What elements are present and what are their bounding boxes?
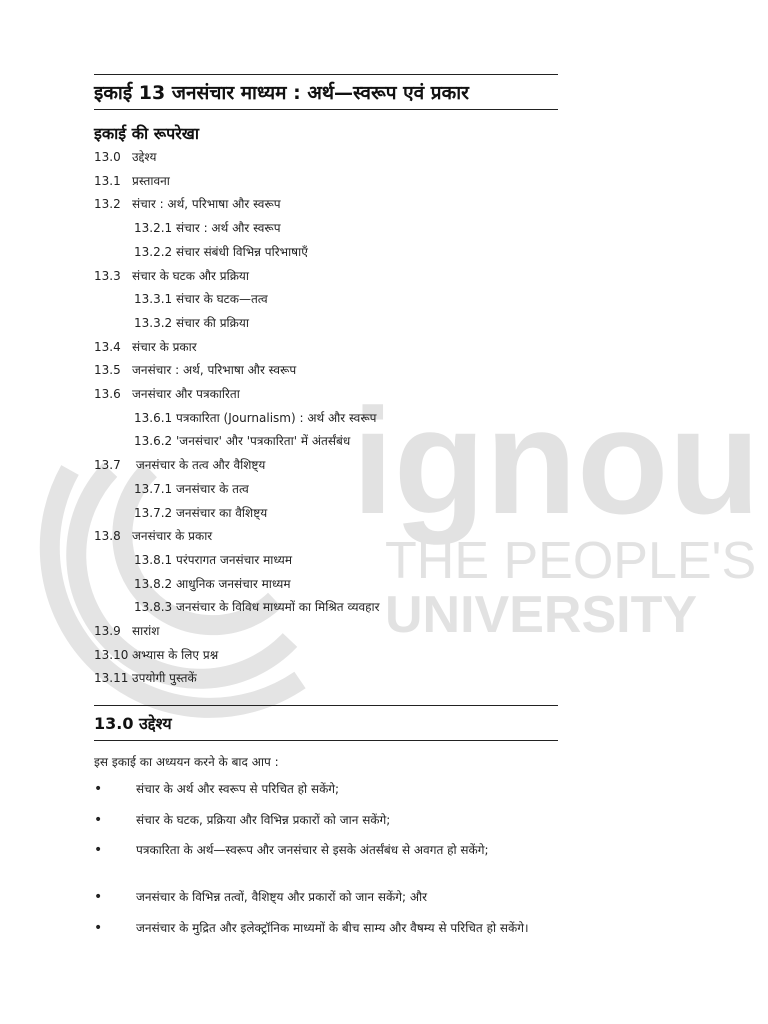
objective-text: संचार के घटक, प्रक्रिया और विभिन्न प्रकारों को जान सकेंगे; — [136, 813, 391, 827]
toc-entry-label: जनसंचार : अर्थ, परिभाषा और स्वरूप — [132, 363, 297, 378]
toc-entry — [134, 219, 281, 236]
toc-entry-number: 13.8.3 — [134, 600, 173, 615]
toc-entry-number: 13.3.1 — [134, 292, 173, 307]
bullet-icon: • — [94, 920, 103, 936]
unit-title: इकाई 13 जनसंचार माध्यम : अर्थ—स्वरूप एवं प्रकार — [94, 74, 558, 110]
watermark-line1: THE PEOPLE'S — [385, 532, 757, 590]
objective-text: जनसंचार के विभिन्न तत्वों, वैशिष्ट्य और प्रकारों को जान सकेंगे; और — [136, 890, 428, 904]
toc-entry-label: जनसंचार और पत्रकारिता — [132, 387, 240, 401]
toc-entry-number: 13.6.1 — [134, 410, 173, 425]
bullet-icon: • — [94, 781, 103, 797]
toc-entry — [94, 338, 197, 355]
toc-entry — [94, 195, 281, 212]
objective-text: जनसंचार के मुद्रित और इलेक्ट्रॉनिक माध्यमों के बीच साम्य और वैषम्य से परिचित हो सकेंगे। — [136, 921, 529, 935]
bullet-icon: • — [94, 842, 103, 858]
toc-entry — [134, 314, 249, 331]
toc-entry-number: 13.10 — [94, 647, 129, 662]
toc-entry-label: संचार की प्रक्रिया — [176, 315, 249, 330]
section-intro: इस इकाई का अध्ययन करने के बाद आप : — [94, 755, 279, 769]
toc-entry — [94, 646, 218, 663]
toc-entry-label: जनसंचार के तत्व — [176, 481, 249, 496]
toc-entry-number: 13.6.2 — [134, 434, 173, 449]
bullet-icon: • — [94, 812, 103, 828]
toc-entry-label: सारांश — [132, 624, 160, 638]
toc-entry-label: जनसंचार का वैशिष्ट्य — [176, 505, 268, 520]
toc-entry — [134, 243, 308, 260]
toc-entry-label: उपयोगी पुस्तकें — [132, 671, 197, 686]
toc-entry-number: 13.7 — [94, 458, 121, 473]
toc-entry-label: संचार : अर्थ और स्वरूप — [176, 221, 281, 236]
toc-entry-label: जनसंचार के प्रकार — [132, 529, 213, 544]
toc-entry-number: 13.0 — [94, 150, 121, 164]
toc-entry-number: 13.3 — [94, 268, 121, 283]
toc-entry-label: संचार के घटक—तत्व — [176, 292, 268, 307]
toc-entry — [134, 409, 377, 426]
toc-entry — [94, 361, 296, 378]
toc-entry-number: 13.8.1 — [134, 552, 173, 567]
toc-entry-number: 13.1 — [94, 173, 121, 188]
toc-entry-label: 'जनसंचार' और 'पत्रकारिता' में अंतर्संबंध — [176, 434, 351, 449]
toc-entry-label: पत्रकारिता (Journalism) : अर्थ और स्वरूप — [176, 410, 377, 425]
toc-entry — [94, 527, 212, 544]
toc-entry-number: 13.11 — [94, 671, 129, 686]
toc-entry — [94, 172, 170, 189]
toc-entry — [94, 267, 249, 284]
toc-entry-number: 13.8.2 — [134, 576, 173, 591]
toc-entry — [134, 551, 292, 568]
toc-entry-label: संचार के प्रकार — [132, 339, 197, 354]
watermark-brand: ignou — [352, 377, 761, 545]
toc-entry — [134, 504, 267, 521]
toc-entry-number: 13.6 — [94, 387, 121, 401]
toc-entry — [94, 669, 197, 686]
toc-entry-number: 13.3.2 — [134, 315, 173, 330]
toc-entry-number: 13.7.2 — [134, 505, 173, 520]
objective-text: संचार के अर्थ और स्वरूप से परिचित हो सकेंगे; — [136, 782, 340, 796]
toc-entry-number: 13.5 — [94, 363, 121, 378]
watermark-line2: UNIVERSITY — [385, 586, 698, 644]
toc-entry-number: 13.2.1 — [134, 221, 173, 236]
objective-text: पत्रकारिता के अर्थ—स्वरूप और जनसंचार से इसके अंतर्संबंध से अवगत हो सकेंगे; — [136, 843, 489, 857]
toc-entry — [94, 148, 156, 165]
toc-entry — [134, 575, 291, 592]
toc-entry-label: उद्देश्य — [132, 150, 157, 164]
toc-entry-label: परंपरागत जनसंचार माध्यम — [176, 552, 293, 567]
toc-entry-label: संचार के घटक और प्रक्रिया — [132, 268, 249, 283]
toc-entry-number: 13.2.2 — [134, 244, 173, 259]
section-title: 13.0 उद्देश्य — [94, 705, 558, 741]
toc-entry-number: 13.7.1 — [134, 481, 173, 496]
toc-entry-number: 13.8 — [94, 529, 121, 544]
toc-entry-label: संचार संबंधी विभिन्न परिभाषाएँ — [176, 244, 308, 259]
toc-entry — [94, 622, 159, 639]
toc-entry-number: 13.2 — [94, 197, 121, 212]
toc-entry-label: अभ्यास के लिए प्रश्न — [132, 647, 219, 662]
toc-entry-label: प्रस्तावना — [132, 173, 170, 188]
toc-entry-label: जनसंचार के तत्व और वैशिष्ट्य — [132, 458, 266, 473]
toc-entry-number: 13.9 — [94, 624, 121, 638]
toc-entry — [94, 385, 240, 402]
toc-entry — [134, 432, 350, 449]
toc-entry — [134, 290, 268, 307]
toc-entry-label: संचार : अर्थ, परिभाषा और स्वरूप — [132, 197, 281, 212]
toc-entry-number: 13.4 — [94, 339, 121, 354]
bullet-icon: • — [94, 889, 103, 905]
toc-entry — [134, 598, 380, 615]
toc-entry — [134, 480, 249, 497]
toc-entry-label: जनसंचार के विविध माध्यमों का मिश्रित व्यवहार — [176, 600, 380, 615]
toc-entry-label: आधुनिक जनसंचार माध्यम — [176, 576, 291, 591]
outline-heading: इकाई की रूपरेखा — [94, 124, 200, 143]
toc-entry — [94, 456, 265, 473]
